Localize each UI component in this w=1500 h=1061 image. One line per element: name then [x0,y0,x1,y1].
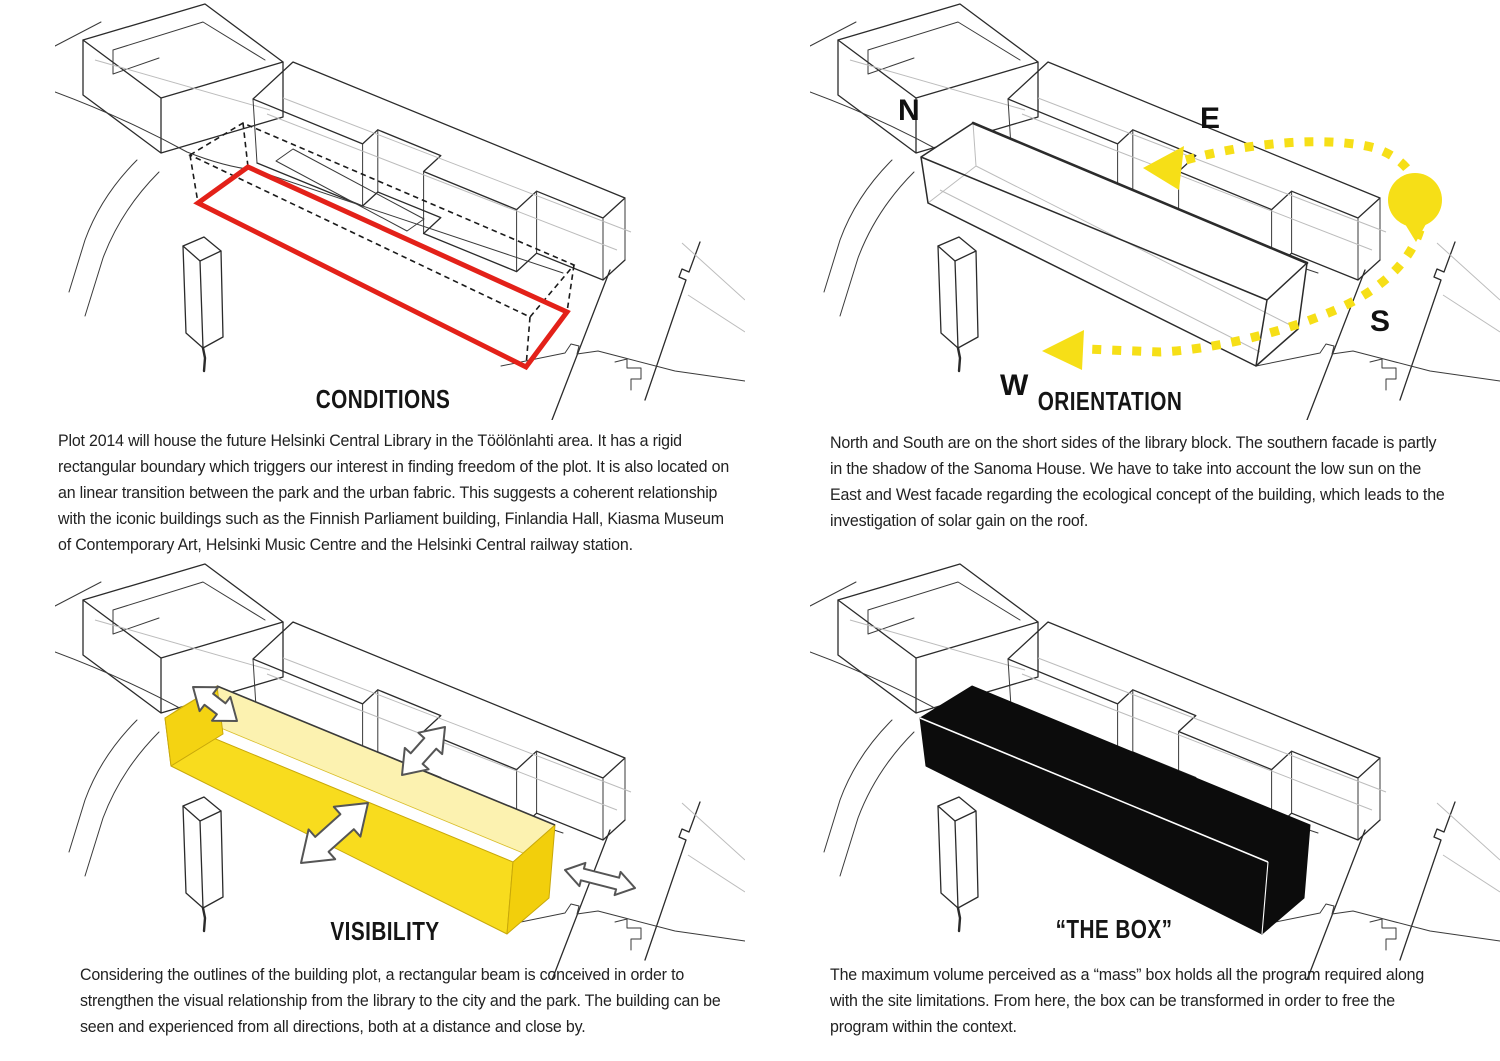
the-box-description: The maximum volume perceived as a “mass” box holds all the program required along with the site limitations. From here, the box can be transformed in order to free the program within the context. [830,965,1425,1036]
sun-arrow-east [1143,146,1184,190]
compass-east: E [1200,102,1221,135]
direction-arrow-northeast [402,727,445,775]
direction-arrow-east [565,863,635,895]
conditions-description: Plot 2014 will house the future Helsinki Central Library in the Töölönlahti area. It has a rigid rectangular boundary which triggers our interest in finding freedom of the plot. It is also located on an linear transition between the park and the urban fabric. This suggests a coherent relationship with the iconic buildings such as the Finnish Parliament building, Finlandia Hall, Kiasma Museum of Contemporary Art, Helsinki Music Centre and the Helsinki Central railway station. [58,431,730,554]
visibility-panel [55,560,795,1061]
the-box-panel [810,560,1500,1061]
visibility-title: VISIBILITY [330,916,440,946]
compass-west: W [1000,369,1029,402]
library-box-wireframe [921,123,1307,366]
conditions-title: CONDITIONS [315,384,451,414]
orientation-panel [810,0,1500,560]
orientation-diagram [810,0,1500,420]
conditions-diagram [55,0,745,420]
compass-north: N [898,94,920,127]
compass-south: S [1370,305,1391,338]
visibility-description: Considering the outlines of the building plot, a rectangular beam is conceived in order to strengthen the visual relationship from the library to the city and the park. The building can be seen and experienced from all directions, both at a distance and close by. [80,965,721,1036]
conditions-panel [55,0,795,560]
sun-arrow-west [1042,330,1084,370]
orientation-title: ORIENTATION [1037,386,1183,416]
orientation-description: North and South are on the short sides of the library block. The southern facade is partly in the shadow of the Sanoma House. We have to take into account the low sun on the East and West facade regarding the ecological concept of the building, which leads to the investigation of solar gain on the roof. [830,433,1445,530]
the-box-title: “THE BOX” [1055,914,1173,944]
sun-icon [1388,173,1442,242]
